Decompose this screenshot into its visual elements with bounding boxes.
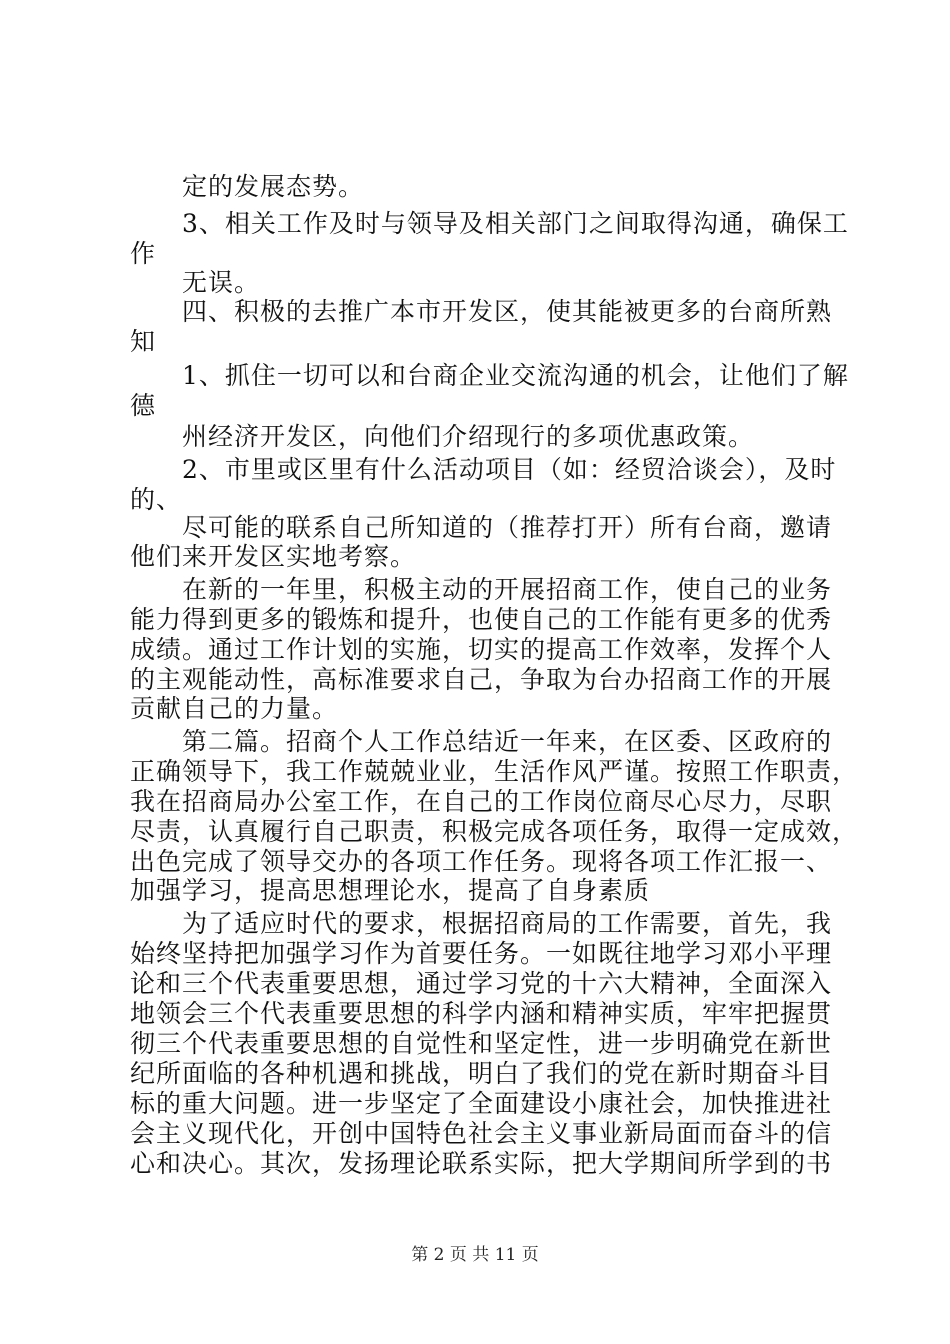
- text-line: 无误。: [130, 268, 261, 297]
- text-line: 知: [130, 327, 157, 356]
- text-line: 我在招商局办公室工作，在自己的工作岗位商尽心尽力，尽职: [130, 787, 833, 816]
- text-line: 会主义现代化，开创中国特色社会主义事业新局面而奋斗的信: [130, 1119, 833, 1148]
- text-line: 德: [130, 391, 157, 420]
- text-line: 彻三个代表重要思想的自觉性和坚定性，进一步明确党在新世: [130, 1029, 833, 1058]
- text-line: 3、相关工作及时与领导及相关部门之间取得沟通，确保工: [130, 209, 849, 238]
- text-line: 州经济开发区，向他们介绍现行的多项优惠政策。: [130, 422, 755, 451]
- text-line: 他们来开发区实地考察。: [130, 542, 417, 571]
- text-line: 论和三个代表重要思想，通过学习党的十六大精神，全面深入: [130, 969, 833, 998]
- text-line: 地领会三个代表重要思想的科学内涵和精神实质，牢牢把握贯: [130, 999, 833, 1028]
- text-line: 的主观能动性，高标准要求自己，争取为台办招商工作的开展: [130, 665, 833, 694]
- text-line: 加强学习，提高思想理论水，提高了自身素质: [130, 876, 651, 905]
- text-line: 始终坚持把加强学习作为首要任务。一如既往地学习邓小平理: [130, 939, 833, 968]
- text-line: 成绩。通过工作计划的实施，切实的提高工作效率，发挥个人: [130, 635, 833, 664]
- text-line: 能力得到更多的锻炼和提升，也使自己的工作能有更多的优秀: [130, 605, 833, 634]
- text-line: 尽可能的联系自己所知道的（推荐打开）所有台商，邀请: [130, 513, 833, 542]
- text-line: 定的发展态势。: [130, 172, 365, 201]
- text-line: 作: [130, 239, 157, 268]
- text-line: 第二篇。招商个人工作总结近一年来，在区委、区政府的: [130, 727, 833, 756]
- text-line: 标的重大问题。进一步坚定了全面建设小康社会，加快推进社: [130, 1089, 833, 1118]
- text-line: 2、市里或区里有什么活动项目（如：经贸洽谈会），及时: [130, 455, 837, 484]
- text-line: 四、积极的去推广本市开发区，使其能被更多的台商所熟: [130, 297, 833, 326]
- text-line: 为了适应时代的要求，根据招商局的工作需要，首先，我: [130, 909, 833, 938]
- text-line: 心和决心。其次，发扬理论联系实际，把大学期间所学到的书: [130, 1149, 833, 1178]
- text-line: 的、: [130, 485, 183, 514]
- text-line: 纪所面临的各种机遇和挑战，明白了我们的党在新时期奋斗目: [130, 1059, 833, 1088]
- text-line: 在新的一年里，积极主动的开展招商工作，使自己的业务: [130, 575, 833, 604]
- text-line: 正确领导下，我工作兢兢业业，生活作风严谨。按照工作职责，: [130, 757, 859, 786]
- text-line: 贡献自己的力量。: [130, 694, 339, 723]
- text-line: 出色完成了领导交办的各项工作任务。现将各项工作汇报一、: [130, 847, 833, 876]
- text-line: 尽责，认真履行自己职责，积极完成各项任务，取得一定成效，: [130, 817, 859, 846]
- text-line: 1、抓住一切可以和台商企业交流沟通的机会，让他们了解: [130, 361, 849, 390]
- page-number-footer: 第 2 页 共 11 页: [411, 1245, 539, 1265]
